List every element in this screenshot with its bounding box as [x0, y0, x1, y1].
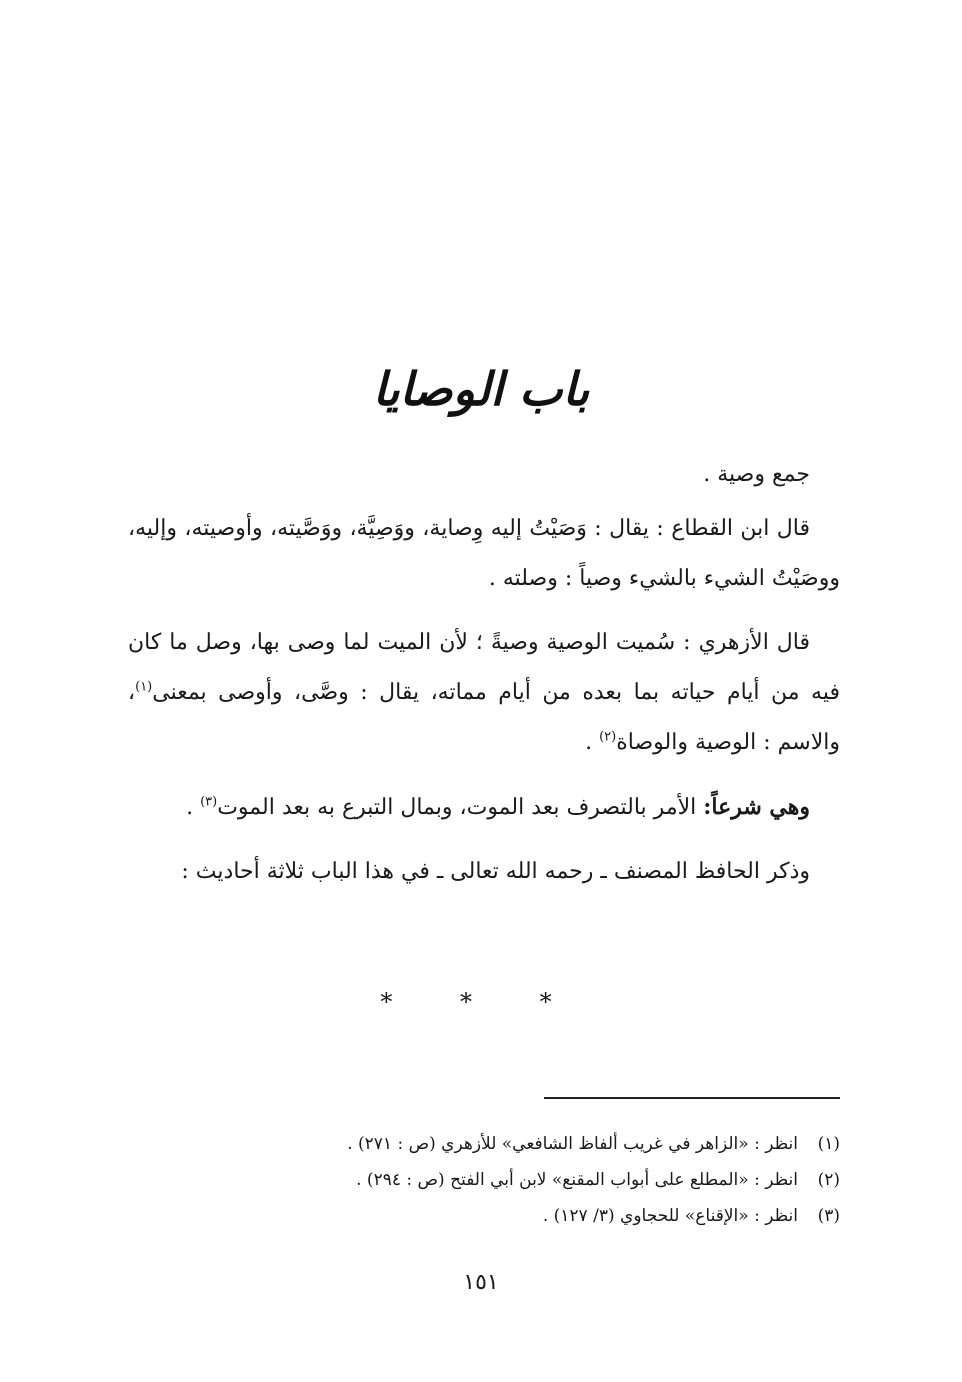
- footnote-divider: [544, 1097, 840, 1099]
- paragraph-al-azhari-end: .: [585, 730, 600, 755]
- footnote-number: (١): [817, 1134, 840, 1154]
- footnote-ref-3[interactable]: (٣): [200, 794, 218, 810]
- sharia-definition-lead: وهي شرعاً:: [703, 794, 810, 820]
- footnote-2: [128, 1162, 840, 1198]
- footnote-3: [128, 1198, 840, 1234]
- footnote-number: (٢): [817, 1170, 840, 1190]
- sharia-definition-text: الأمر بالتصرف بعد الموت، وبمال التبرع به بعد الموت: [217, 795, 704, 820]
- paragraph-al-azhari-text-2: ، والاسم : الوصية والوصاة: [128, 680, 840, 755]
- paragraph-sharia-definition: [128, 782, 840, 833]
- footnote-ref-2[interactable]: (٢): [599, 729, 617, 745]
- footnote-text: انظر : «الإقناع» للحجاوي (٣/ ١٢٧) .: [542, 1206, 798, 1226]
- chapter-title: باب الوصايا: [372, 362, 590, 416]
- sharia-definition-end: .: [186, 795, 201, 820]
- footnote-1: [128, 1126, 840, 1162]
- footnote-text: انظر : «المطلع على أبواب المقنع» لابن أبي الفتح (ص : ٢٩٤) .: [356, 1170, 798, 1190]
- paragraph-al-azhari: [128, 618, 840, 768]
- page-number: ١٥١: [463, 1270, 499, 1295]
- main-text: [128, 450, 840, 911]
- section-separator: * * *: [380, 988, 582, 1016]
- footnotes: [128, 1126, 840, 1234]
- footnote-ref-1[interactable]: (١): [135, 679, 153, 695]
- paragraph-hadith-intro: وذكر الحافظ المصنف ـ رحمه الله تعالى ـ في هذا الباب ثلاثة أحاديث :: [181, 859, 810, 884]
- footnote-number: (٣): [817, 1206, 840, 1226]
- paragraph-definition: جمع وصية .: [703, 462, 810, 487]
- footnote-text: انظر : «الزاهر في غريب ألفاظ الشافعي» للأزهري (ص : ٢٧١) .: [347, 1134, 798, 1154]
- paragraph-al-azhari-text: قال الأزهري : سُميت الوصية وصيةً ؛ لأن الميت لما وصى بها، وصل ما كان فيه من أيام حياته بما بعده من أيام مماته، يقال : وصَّى، وأوصى بمعنى: [128, 630, 840, 705]
- paragraph-ibn-al-qattaa: قال ابن القطاع : يقال : وَصَيْتُ إليه وِصاية، ووَصِيَّة، ووَصَّيته، وأوصيته، وإليه، ووصَيْتُ الشيء بالشيء وصياً : وصلته .: [128, 516, 840, 591]
